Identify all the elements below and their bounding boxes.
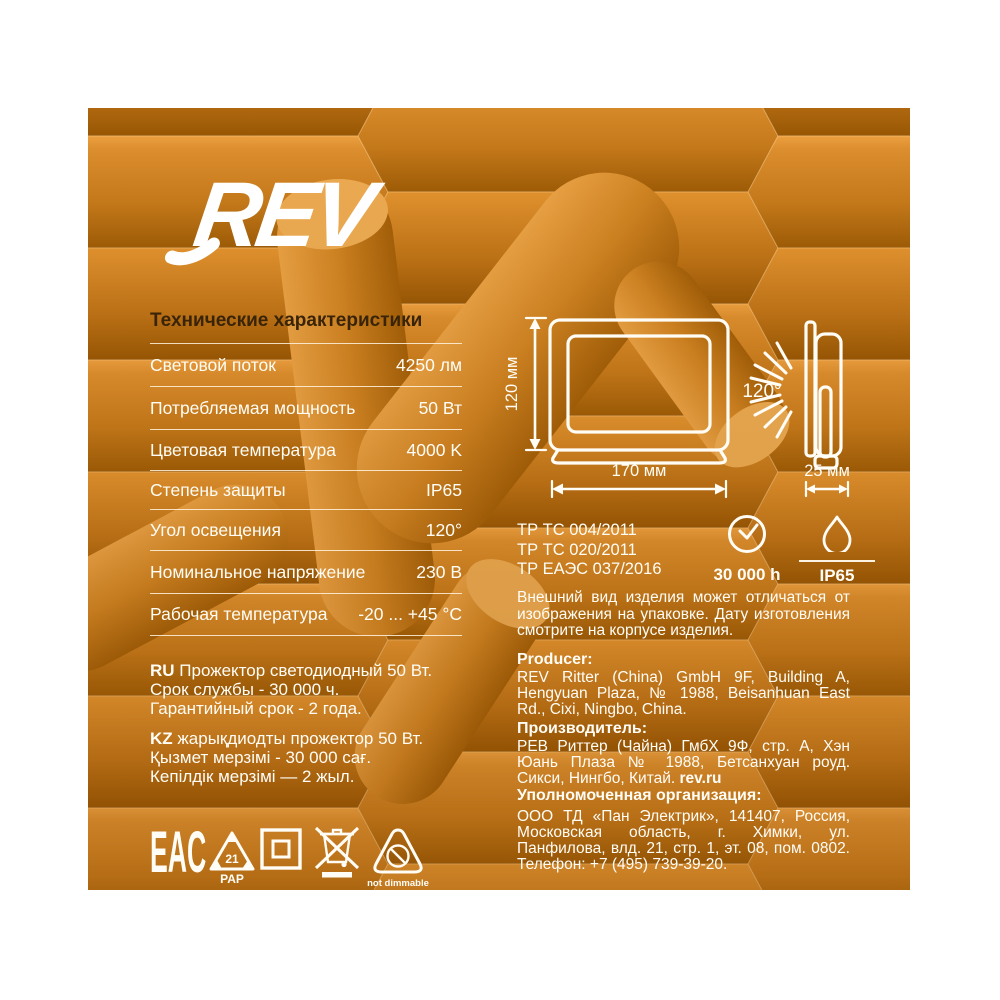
ru-line3: Гарантийный срок - 2 года.	[150, 699, 362, 718]
spec-value: 230 В	[416, 561, 462, 582]
spec-row	[150, 551, 462, 594]
spec-label: Номинальное напряжение	[150, 561, 366, 582]
spec-label: Световой поток	[150, 354, 276, 375]
eac-mark	[150, 820, 206, 885]
specs-table	[150, 343, 462, 636]
kz-line1: жарықдиодты прожектор 50 Вт.	[177, 729, 424, 748]
spec-row	[150, 471, 462, 510]
producer-ru	[517, 720, 850, 787]
rev-logo-text: REV	[188, 162, 377, 266]
certification-regulations	[517, 521, 707, 580]
ru-line1: Прожектор светодиодный 50 Вт.	[179, 661, 433, 680]
spec-row	[150, 510, 462, 551]
floodlight-front-inner	[568, 336, 710, 432]
compliance-icons	[148, 820, 448, 890]
kz-description	[150, 729, 480, 786]
regulation-line: ТР ТС 020/2011	[517, 540, 637, 559]
kz-line2: Қызмет мерзімі - 30 000 сағ.	[150, 748, 372, 767]
regulation-line: ТР ЕАЭС 037/2016	[517, 560, 662, 578]
spec-row	[150, 430, 462, 471]
spec-value: 50 Вт	[418, 397, 462, 418]
recycling-pap-icon	[211, 833, 253, 886]
spec-label: Рабочая температура	[150, 604, 328, 624]
ru-description	[150, 661, 480, 718]
lifetime-block	[701, 512, 793, 585]
ip-divider	[799, 560, 875, 562]
clock-icon	[724, 512, 770, 556]
spec-value: 4250 лм	[395, 354, 462, 375]
producer-ru-text: РЕВ Риттер (Чайна) ГмбХ 9Ф, стр. А, Хэн Юань Плаза № 1988, Бетсанхуан роуд. Сикси, Нингбо, Китай.	[517, 738, 850, 787]
specs-title: Технические характеристики	[150, 310, 423, 331]
ru-prefix: RU	[150, 661, 175, 680]
lifetime-value: 30 000 h	[713, 565, 781, 584]
recycling-code: 21	[225, 852, 239, 866]
floodlight-side-plate	[806, 322, 815, 456]
weee-bin-icon	[316, 828, 358, 878]
spec-row	[150, 387, 462, 430]
authorized-text: ООО ТД «Пан Электрик», 141407, Россия, Московская область, г. Химки, ул. Панфилова, влд. 21, стр. 1, эт. 08, пом. 0802. Телефон: +7 (495) 739-39-20.	[517, 808, 850, 873]
dimensions-diagram	[503, 303, 873, 518]
spec-row	[150, 344, 462, 387]
ip-rating-block	[791, 512, 883, 586]
producer-en-title: Producer:	[517, 651, 593, 668]
producer-website: rev.ru	[679, 770, 722, 787]
class-ii-icon	[262, 830, 300, 868]
spec-value: 120°	[425, 519, 462, 540]
authorized-organization	[517, 787, 850, 873]
not-dimmable-icon	[367, 830, 429, 889]
spec-value: IP65	[426, 479, 462, 500]
spec-value: 4000 K	[406, 439, 462, 460]
height-dim-label: 120 мм	[503, 356, 521, 412]
ru-line2: Срок службы - 30 000 ч.	[150, 680, 340, 699]
eac-text: EAC	[150, 820, 207, 885]
spec-label: Потребляемая мощность	[150, 397, 356, 418]
appearance-notice: Внешний вид изделия может отличаться от изображения на упаковке. Дату изготовления смотрите на корпусе изделия.	[517, 589, 850, 639]
floodlight-side-bracket	[820, 387, 831, 457]
kz-line3: Кепілдік мерзімі — 2 жыл.	[150, 767, 355, 786]
authorized-title: Уполномоченная организация:	[517, 787, 762, 804]
spec-label: Цветовая температура	[150, 439, 337, 460]
depth-dim-label: 25 мм	[804, 462, 850, 480]
rev-logo	[158, 154, 393, 272]
producer-en	[517, 651, 850, 718]
beam-angle-label: 120°	[742, 381, 782, 402]
recycling-material: PAP	[220, 872, 244, 886]
ip-rating-value: IP65	[819, 566, 855, 585]
not-dimmable-label: not dimmable	[367, 878, 429, 889]
producer-en-text: REV Ritter (China) GmbH 9F, Building A, Hengyuan Plaza, № 1988, Beisanhuan East Rd., Cixi, Ningbo, China.	[517, 669, 850, 718]
regulation-line: ТР ТС 004/2011	[517, 521, 637, 539]
spec-row	[150, 594, 462, 636]
package-back-panel	[88, 108, 910, 890]
spec-label: Угол освещения	[150, 519, 281, 540]
spec-label: Степень защиты	[150, 479, 286, 500]
spec-value: -20 ... +45 °C	[358, 604, 462, 624]
width-dim-label: 170 мм	[611, 462, 667, 480]
producer-ru-title: Производитель:	[517, 720, 648, 737]
kz-prefix: KZ	[150, 729, 173, 748]
water-drop-icon	[817, 512, 857, 552]
